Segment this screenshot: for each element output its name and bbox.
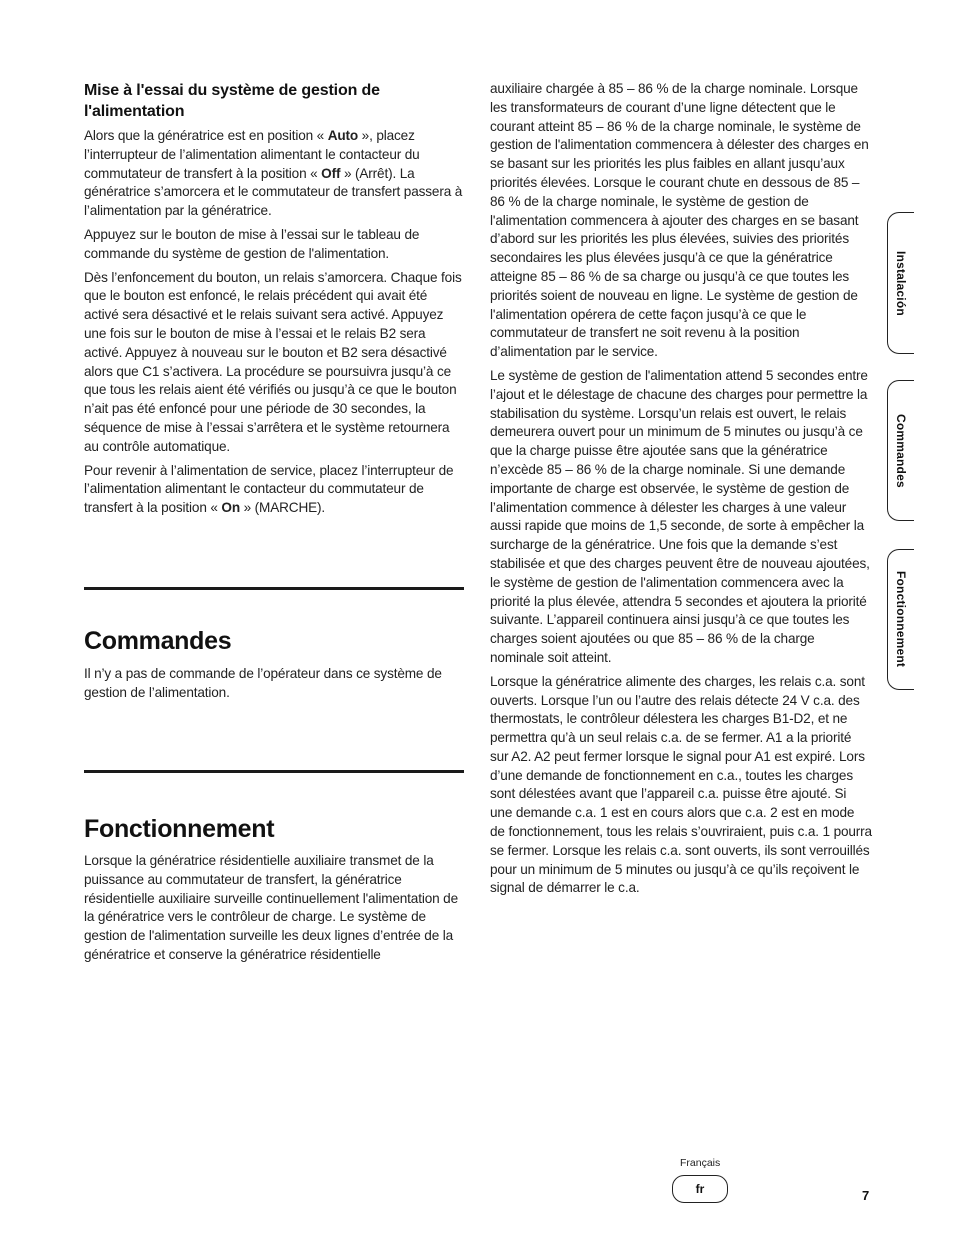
commandes-divider bbox=[84, 587, 464, 590]
commandes-text: Il n’y a pas de commande de l’opérateur dans ce système de gestion de l’alimentation. bbox=[84, 666, 442, 700]
test-section-heading: Mise à l'essai du système de gestion de l'alimentation bbox=[84, 82, 380, 120]
test-paragraph-1: Alors que la génératrice est en position « Auto », placez l’interrupteur de l’alimentation alimentant le contacteur du commutateur de transfert à la position « Off » (Arrêt). La génératrice s’amorcera et le commutateur de transfert passera à l’alimentation par la génératrice. bbox=[84, 128, 463, 219]
operation-paragraph-2: Le système de gestion de l'alimentation attend 5 secondes entre l’ajout et le délestage de chacune des charges pour permettre la stabilisation du système. Lorsqu’un relais est ouvert, le relais demeurera ouvert pour un minimum de 5 minutes ou jusqu’à ce que la charge puisse être ajoutée sans que la génératrice n’excède 85 – 86 % de la charge nominale. Si une demande importante de charge est observée, le système de gestion de l’alimentation commence à délester les charges à une valeur aussi rapide que moins de 1,5 seconde, de sorte à empêcher la surcharge de la génératrice. Une fois que la demande s’est stabilisée et que des charges peuvent être de nouveau ajoutées, le système de gestion de l'alimentation commencera avec la priorité la plus élevée, attendra 5 secondes et ajoutera la priorité suivante. L’appareil continuera ainsi jusqu’à ce que toutes les charges soient ajoutées ou que 85 – 86 % de la charge nominale soit atteint. bbox=[490, 367, 870, 665]
test-paragraph-4: Pour revenir à l’alimentation de service, placez l’interrupteur de l’alimentation alimentant le contacteur du commutateur de transfert à la position « On » (MARCHE). bbox=[84, 462, 454, 516]
on-keyword: On bbox=[221, 500, 240, 516]
tab-commandes[interactable] bbox=[887, 380, 914, 521]
off-keyword: Off bbox=[321, 165, 341, 181]
test-paragraph-2: Appuyez sur le bouton de mise à l’essai sur le tableau de commande du système de gestion de l'alimentation. bbox=[84, 226, 420, 261]
language-badge[interactable]: fr bbox=[672, 1175, 728, 1203]
test-paragraph-3: Dès l’enfoncement du bouton, un relais s’amorcera. Chaque fois que le bouton est enfoncé, le relais précédent qui avait été activé sera désactivé et le relais suivant sera activé. Appuyez une fois sur le bouton de mise à l’essai et le relais B2 sera activé. Appuyez à nouveau sur le bouton et B2 sera désactivé alors que C1 s’activera. La procédure se poursuivra jusqu’à ce que tous les relais aient été vérifiés ou jusqu’à ce que le bouton n’ait pas été enfoncé pour une période de 30 secondes, la séquence de mise à l’essai s’arrêtera et le système retournera au contrôle automatique. bbox=[84, 269, 462, 454]
auto-keyword: Auto bbox=[327, 128, 359, 143]
commandes-title: Commandes bbox=[84, 627, 232, 655]
fonctionnement-divider bbox=[84, 770, 464, 773]
page-number: 7 bbox=[862, 1188, 870, 1203]
tab-fonctionnement[interactable] bbox=[887, 549, 914, 690]
tab-commandes-label: Commandes bbox=[894, 413, 908, 488]
tab-instalacion-label: Instalación bbox=[894, 250, 908, 316]
operation-paragraph-3: Lorsque la génératrice alimente des charges, les relais c.a. sont ouverts. Lorsque l’un ou l’autre des relais détecte 24 V c.a. des thermostats, le contrôleur délestera les charges B1-D2, et ne permettra qu’à un seul relais c.a. de se fermer. A1 a la priorité sur A2. A2 peut fermer lorsque le signal pour A1 est expiré. Lors d’une demande de fonctionnement en c.a., toutes les charges sont délestées avant que l’appareil c.a. puisse être ajouté. Si une demande c.a. 1 est en cours alors que c.a. 2 est en mode de fonctionnement, tous les relais s’ouvriraient, puis c.a. 1 pourra se fermer. Lorsque les relais c.a. sont ouverts, ils sont verrouillés pour un minimum de 5 minutes ou jusqu’à ce qu’ils reçoivent le signal de démarrer le c.a. bbox=[490, 673, 872, 896]
tab-instalacion[interactable] bbox=[887, 212, 914, 354]
operation-paragraph-1: auxiliaire chargée à 85 – 86 % de la charge nominale. Lorsque les transformateurs de courant d’une ligne détectent que le courant atteint 85 – 86 % de la charge nominale, le système de gestion de l'alimentation commencera à délester des charges en se basant sur les priorités les plus faibles en allant jusqu’aux priorités élevées. Lorsque le courant chute en dessous de 85 – 86 % de la charge nominale, le système de gestion de l'alimentation commencera à ajouter des charges en se basant d’abord sur les priorités les plus élevées, suivies des priorités secondaires les plus élevées jusqu’à ce que la génératrice atteigne 85 – 86 % de sa charge ou jusqu’à ce que toutes les priorités soient de nouveau en ligne. Le système de gestion de l'alimentation opérera de cette façon jusqu’à ce que le commutateur de transfert ne soit revenu à la position d’alimentation par le service. bbox=[490, 81, 869, 360]
left-column bbox=[84, 80, 464, 523]
right-column bbox=[490, 80, 872, 903]
fonctionnement-text: Lorsque la génératrice résidentielle auxiliaire transmet de la puissance au commutateur de transfert, la génératrice résidentielle auxiliaire surveille continuellement l'alimentation de la génératrice vers le contrôleur de charge. Le système de gestion de l'alimentation surveille les deux lignes d’entrée de la génératrice et conserve la génératrice résidentielle bbox=[84, 853, 458, 962]
language-label: Français bbox=[680, 1157, 721, 1169]
tab-fonctionnement-label: Fonctionnement bbox=[894, 571, 908, 668]
fonctionnement-title: Fonctionnement bbox=[84, 815, 275, 843]
